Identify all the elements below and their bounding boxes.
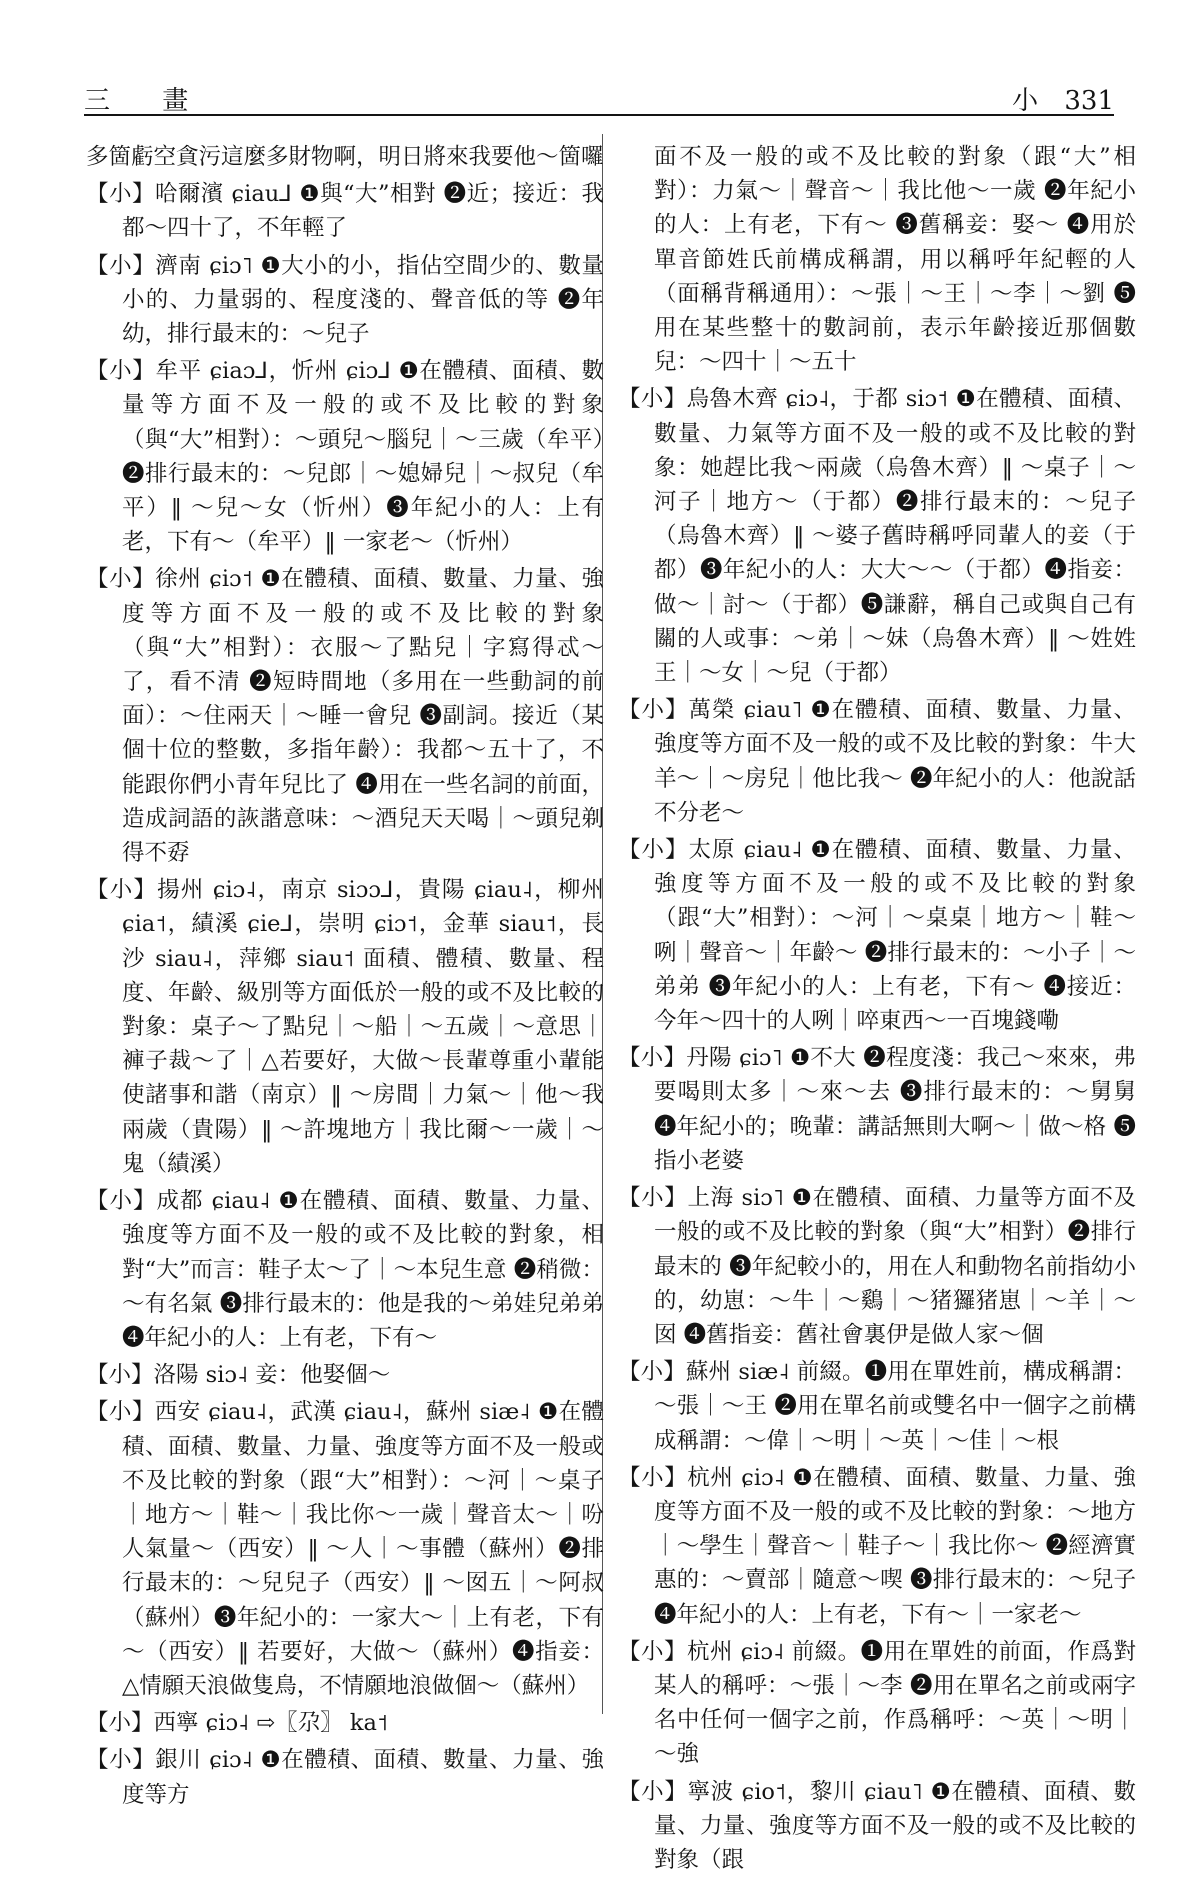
entry-headword: 【小】烏魯木齊 ɕiɔ˨，于都 siɔ˦ [618,386,949,413]
dictionary-entry [86,1184,604,1355]
dictionary-entry [618,140,1136,379]
section-title: 三 畫 [84,86,211,116]
entry-definition: ❶在體積、面積、數量等方面不及一般的或不及比較的對象（與“大”相對）：～頭兒～腦兒｜～三歲（牟平）❷排行最末的：～兒郎｜～媳婦兒｜～叔兒（牟平）‖ ～兒～女（忻州）❸年紀小的人：上有老，下有～（牟平）‖ 一家老～（忻州） [122,358,604,556]
page-number: 331 [1064,86,1114,116]
entry-definition: 面積、體積、數量、程度、年齡、級別等方面低於一般的或不及比較的對象：桌子～了點兒｜～船｜～五歲｜～意思｜褲子裁～了｜△若要好，大做～長輩尊重小輩能使諸事和諧（南京）‖ ～房間｜力氣～｜他～我兩歲（貴陽）‖ ～許塊地方｜我比爾～一歲｜～鬼（績溪） [122,945,604,1177]
entry-definition: 面不及一般的或不及比較的對象（跟“大”相對）：力氣～｜聲音～｜我比他～一歲 ❷年紀小的人：上有老，下有～ ❸舊稱妾：娶～ ❹用於單音節姓氏前構成稱謂，用以稱呼年紀輕的人（面稱背稱通用）：～張｜～王｜～李｜～劉 ❺用在某些整十的數詞前，表示年齡接近那個數兒：～四十｜～五十 [654,144,1136,376]
dictionary-entry [618,1355,1136,1458]
page-label [994,80,1114,117]
entry-headword: 【小】洛陽 siɔ˨ [86,1362,249,1389]
entry-headword: 【小】丹陽 ɕiɔ˥ [618,1045,783,1072]
entry-headword: 【小】蘇州 siæ˨ [618,1359,790,1386]
dictionary-entry [86,177,604,245]
entry-headword: 【小】杭州 ɕiɔ˨ [618,1638,785,1665]
entry-headword: 【小】上海 siɔ˥ [618,1185,784,1212]
dictionary-entry [86,1706,604,1740]
dictionary-entry [618,1041,1136,1178]
entry-definition: 妾：他娶個～ [248,1362,391,1389]
entry-definition: 前綴。❶用在單姓的前面，作爲對某人的稱呼：～張｜～李 ❷用在單名之前或兩字名中任何一個字之前，作爲稱呼：～英｜～明｜～強 [654,1638,1136,1768]
entry-definition: ❶在體積、面積、數量、力量、強度等方面不及一般的或不及比較的對象（跟 [654,1778,1136,1873]
dictionary-entry [618,1461,1136,1632]
entry-definition: ❶在體積、面積、數量、力量、強度等方面不及一般的或不及比較的對象：～地方｜～學生｜聲音～｜鞋子～｜我比你～ ❷經濟實惠的：～賣部｜隨意～喫 ❸排行最末的：～兒子 ❹年紀小的人：上有老，下有～｜一家老～ [654,1464,1136,1628]
dictionary-entry [86,354,604,559]
entry-definition: ⇨〖尕〗 ka˦ [249,1710,388,1737]
entry-headword: 【小】西安 ɕiau˨，武漢 ɕiau˨，蘇州 siæ˨ [86,1399,531,1426]
dictionary-entry [618,1181,1136,1352]
entry-definition: ❶在體積、面積、數量、力量、強度等方 [122,1747,604,1808]
right-column [618,140,1136,1880]
page-header [84,78,1114,116]
entry-headword: 【小】寧波 ɕio˦，黎川 ɕiau˥ [618,1778,923,1805]
entry-definition: 前綴。❶用在單姓前，構成稱謂：～張｜～王 ❷用在單名前或雙名中一個字之前構成稱謂：～偉｜～明｜～英｜～佳｜～根 [654,1359,1137,1454]
dictionary-entry [86,1743,604,1811]
entry-headword: 【小】揚州 ɕiɔ˨，南京 siɔɔ⅃，貴陽 ɕiau˨，柳州 ɕia˦，績溪 ɕie⅃，崇明 ɕiɔ˦，金華 siau˦，長沙 siau˨，萍鄉 siau˦ [86,877,604,972]
dictionary-entry [618,833,1136,1038]
dictionary-entry [86,140,604,174]
entry-headword: 【小】太原 ɕiau˨ [618,837,803,864]
dictionary-entry [618,693,1136,830]
entry-definition: ❶與“大”相對 ❷近；接近：我都～四十了，不年輕了 [122,181,605,242]
dictionary-entry [86,1395,604,1703]
entry-definition: ❶大小的小，指佔空間少的、數量小的、力量弱的、程度淺的、聲音低的等 ❷年幼，排行最末的：～兒子 [122,252,604,348]
dictionary-entry [86,1358,604,1392]
left-column [86,140,604,1815]
entry-headword: 【小】徐州 ɕiɔ˦ [86,566,253,593]
entry-headword: 【小】成都 ɕiau˨ [86,1188,271,1215]
entry-headword: 【小】牟平 ɕiaɔ⅃，忻州 ɕiɔ⅃ [86,358,391,385]
dictionary-entry [86,249,604,352]
dictionary-entry [618,382,1136,690]
dictionary-entry [86,873,604,1181]
entry-headword: 【小】濟南 ɕiɔ˥ [86,252,253,279]
entry-definition: ❶在體積、面積、力量等方面不及一般的或不及比較的對象（與“大”相對）❷排行最末的 ❸年紀較小的，用在人和動物名前指幼小的，幼崽：～牛｜～鷄｜～猪玀猪崽｜～羊｜～囡 ❹舊指妾：舊社會裏伊是做人家～個 [654,1185,1137,1348]
entry-definition: ❶在體積、面積、數量、力量、強度等方面不及一般的或不及比較的對象（與“大”相對）：衣服～了點兒｜字寫得忒～了，看不清 ❷短時間地（多用在一些動詞的前面）：～住兩天｜～睡一會兒 ❸副詞。接近（某個十位的整數，多指年齡）：我都～五十了，不能跟你們小青年兒比了 ❹用在一些名詞的前面，造成詞語的詼諧意味：～酒兒天天喝｜～頭兒剃得不孬 [122,566,604,867]
entry-headword: 【小】杭州 ɕiɔ˨ [618,1464,785,1491]
entry-definition: ❶在體積、面積、數量、力量、強度等方面不及一般的或不及比較的對象，相對“大”而言：鞋子太～了｜～本兒生意 ❷稍微：～有名氣 ❸排行最末的：他是我的～弟娃兒弟弟 ❹年紀小的人：上有老，下有～ [122,1188,605,1351]
entry-headword: 【小】萬榮 ɕiau˥ [618,697,803,724]
header-character: 小 [1012,86,1039,116]
dictionary-entry [618,1775,1136,1878]
dictionary-entry [618,1635,1136,1772]
entry-headword: 【小】銀川 ɕiɔ˨ [86,1747,253,1774]
entry-definition: ❶在體積、面積、數量、力氣等方面不及一般的或不及比較的對象：她趕比我～兩歲（烏魯木齊）‖ ～桌子｜～河子｜地方～（于都）❷排行最末的：～兒子（烏魯木齊）‖ ～婆子舊時稱呼同輩人的妾（于都）❸年紀小的人：大大～～（于都）❹指妾：做～｜討～（于都）❺謙辭，稱自己或與自己有關的人或事：～弟｜～妹（烏魯木齊）‖ ～姓姓王｜～女｜～兒（于都） [654,386,1136,687]
entry-definition: ❶在體積、面積、數量、力量、強度等方面不及一般或不及比較的對象（跟“大”相對）：～河｜～桌子｜地方～｜鞋～｜我比你～一歲｜聲音太～｜吩人氣量～（西安）‖ ～人｜～事體（蘇州）❷排行最末的：～兒兒子（西安）‖ ～囡五｜～阿叔（蘇州）❸年紀小的：一家大～｜上有老，下有～（西安）‖ 若要好，大做～（蘇州）❹指妾：△情願天浪做隻鳥，不情願地浪做個～（蘇州） [122,1399,604,1699]
entry-definition: ❶不大 ❷程度淺：我己～來來，弗要喝則太多｜～來～去 ❸排行最末的：～舅舅 ❹年紀小的；晚輩：講話無則大啊～｜做～格 ❺指小老婆 [654,1045,1136,1174]
entry-headword: 【小】西寧 ɕiɔ˨ [86,1710,250,1737]
dictionary-entry [86,562,604,870]
entry-headword: 【小】哈爾濱 ɕiau⅃ [86,181,292,208]
entry-definition: ❶在體積、面積、數量、力量、強度等方面不及一般的或不及比較的對象（跟“大”相對）：～河｜～桌桌｜地方～｜鞋～咧｜聲音～｜年齡～ ❷排行最末的：～小子｜～弟弟 ❸年紀小的人：上有老，下有～ ❹接近：今年～四十的人咧｜啐東西～一百塊錢嘞 [654,837,1137,1035]
entry-definition: ❶在體積、面積、數量、力量、強度等方面不及一般的或不及比較的對象：牛大羊～｜～房兒｜他比我～ ❷年紀小的人：他說話不分老～ [654,697,1137,826]
entry-definition: 多箇虧空貪污這麼多財物啊，明日將來我要他～箇囉 [86,144,604,170]
